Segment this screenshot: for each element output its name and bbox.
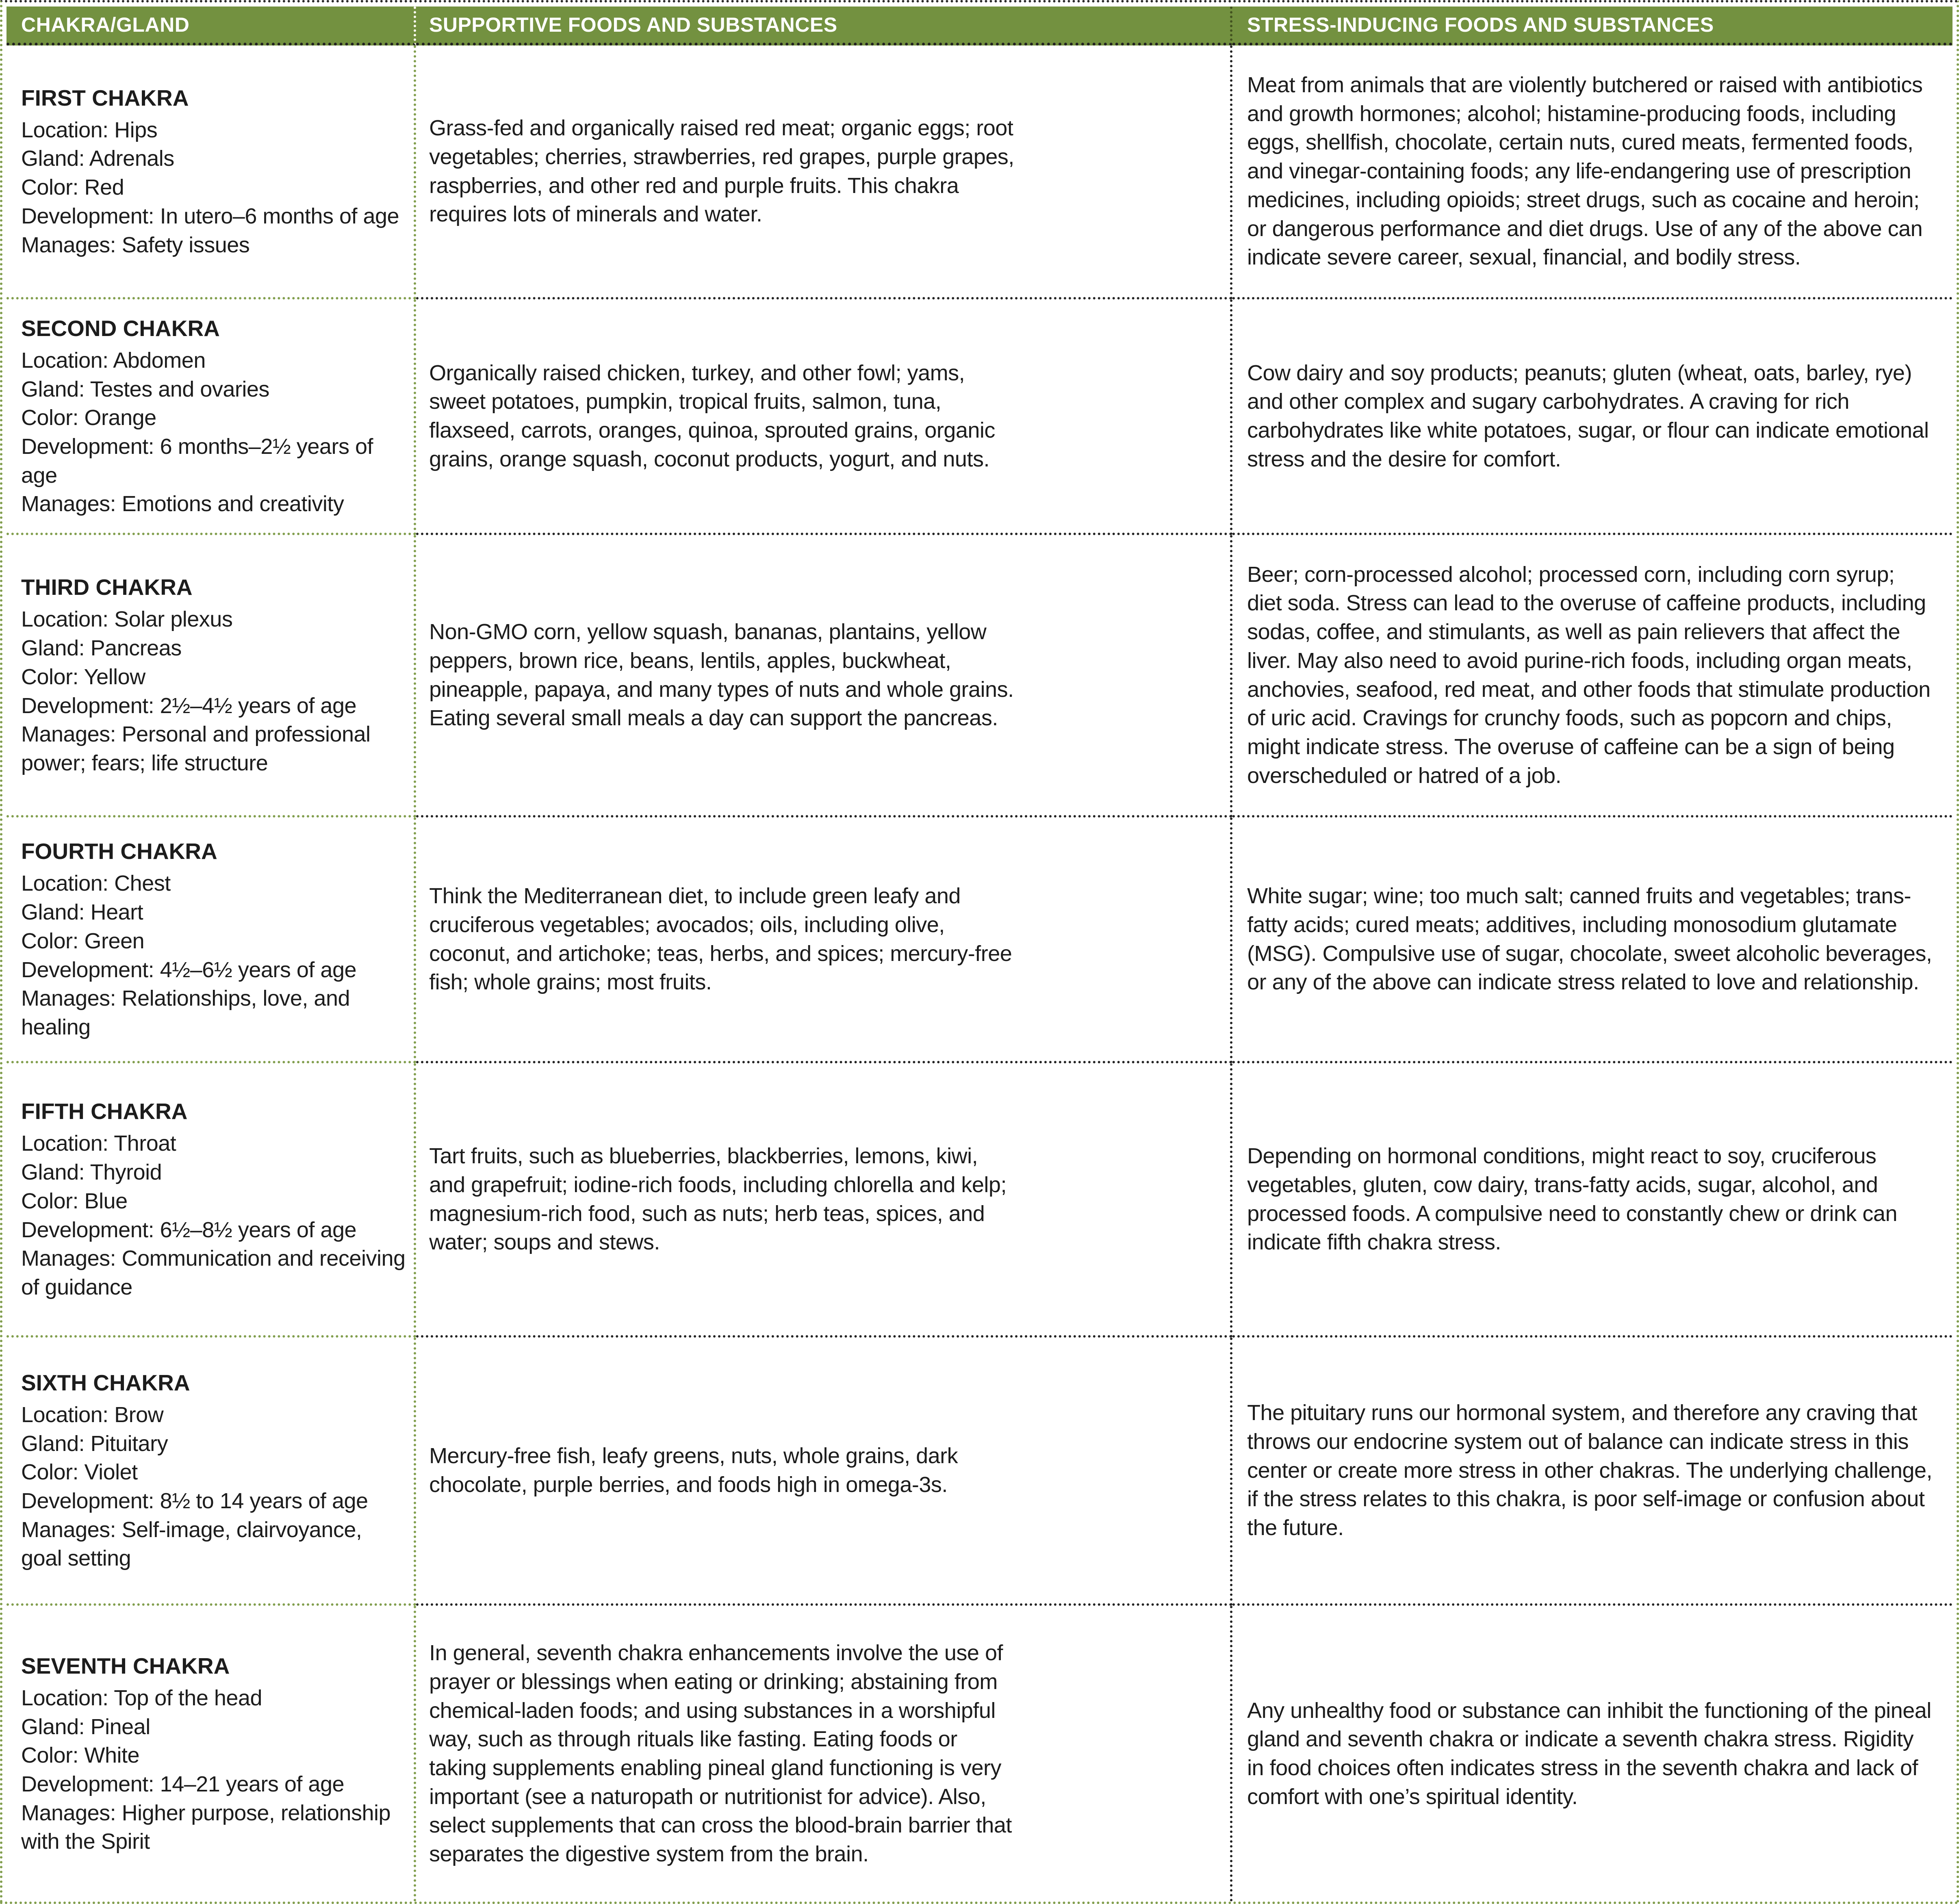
chakra-detail-location: Location: Solar plexus: [21, 607, 233, 632]
chakra-detail-manages: Manages: Safety issues: [21, 232, 250, 257]
chakra-detail-development: Development: 14–21 years of age: [21, 1772, 345, 1797]
chakra-cell-first: [7, 46, 416, 299]
supportive-cell-seventh: [416, 1606, 1232, 1902]
supportive-cell-sixth: [416, 1338, 1232, 1606]
chakra-cell-fourth: [7, 818, 416, 1063]
chakra-detail-development: Development: 8½ to 14 years of age: [21, 1489, 368, 1514]
stress-text: Cow dairy and soy products; peanuts; gluten (wheat, oats, barley, rye) and other complex and sugary carbohydrates. A craving for rich carbohydrates like white potatoes, sugar, or flour can indicate emotional stress and the desire for comfort.: [1247, 360, 1929, 471]
supportive-text: Organically raised chicken, turkey, and other fowl; yams, sweet potatoes, pumpkin, tropical fruits, salmon, tuna, flaxseed, carrots, oranges, quinoa, sprouted grains, organic grains, orange squash, coconut products, yogurt, and nuts.: [429, 360, 995, 471]
chakra-detail-color: Color: Red: [21, 175, 124, 200]
chakra-detail-color: Color: Blue: [21, 1188, 128, 1213]
stress-cell-second: [1232, 299, 1952, 535]
chakra-cell-third: [7, 535, 416, 818]
column-header-label: CHAKRA/GLAND: [21, 13, 190, 36]
chakra-detail-color: Color: Green: [21, 928, 145, 953]
chakra-detail-development: Development: 4½–6½ years of age: [21, 957, 357, 982]
chakra-detail-location: Location: Throat: [21, 1131, 176, 1156]
supportive-cell-third: [416, 535, 1232, 818]
column-header-label: STRESS-INDUCING FOODS AND SUBSTANCES: [1247, 13, 1714, 36]
supportive-text: In general, seventh chakra enhancements involve the use of prayer or blessings when eating or drinking; abstaining from chemical-laden foods; and using substances in a worshipful way, such as through rituals like fasting. Eating foods or taking supplements enabling pineal gland functioning is very important (see a naturopath or nutritionist for advice). Also, select supplements that can cross the blood-brain barrier that separates the digestive system from the brain.: [429, 1641, 1012, 1867]
stress-text: Meat from animals that are violently butchered or raised with antibiotics and growth hormones; alcohol; histamine-producing foods, including eggs, shellfish, chocolate, certain nuts, cured meats, fermented foods, and vinegar-containing foods; any life-endangering use of prescription medicines, including opioids; street drugs, such as cocaine and heroin; or dangerous performance and diet drugs. Use of any of the above can indicate severe career, sexual, financial, and bodily stress.: [1247, 72, 1923, 270]
chakra-title: SIXTH CHAKRA: [21, 1370, 190, 1395]
stress-text: Any unhealthy food or substance can inhibit the functioning of the pineal gland and seventh chakra or indicate a seventh chakra stress. Rigidity in food choices often indicates stress in the seventh chakra and lack of comfort with one’s spiritual identity.: [1247, 1698, 1931, 1809]
stress-cell-sixth: [1232, 1338, 1952, 1606]
column-header-chakra-gland: [7, 7, 416, 46]
stress-text: The pituitary runs our hormonal system, and therefore any craving that throws our endocrine system out of balance can indicate stress in this center or create more stress in other chakras. The underlying challenge, if the stress relates to this chakra, is poor self-image or confusion about the future.: [1247, 1401, 1932, 1540]
chakra-detail-gland: Gland: Pineal: [21, 1714, 150, 1739]
chakra-detail-development: Development: 2½–4½ years of age: [21, 693, 357, 718]
chakra-detail-location: Location: Hips: [21, 117, 158, 142]
stress-cell-fifth: [1232, 1063, 1952, 1338]
stress-cell-seventh: [1232, 1606, 1952, 1902]
chakra-detail-location: Location: Top of the head: [21, 1685, 262, 1710]
chakra-detail-gland: Gland: Testes and ovaries: [21, 377, 269, 401]
chakra-title: SEVENTH CHAKRA: [21, 1653, 230, 1678]
chakra-detail-color: Color: White: [21, 1743, 140, 1768]
chakra-detail-color: Color: Orange: [21, 406, 156, 430]
column-header-label: SUPPORTIVE FOODS AND SUBSTANCES: [429, 13, 837, 36]
chakra-detail-development: Development: In utero–6 months of age: [21, 204, 399, 228]
chakra-detail-manages: Manages: Higher purpose, relationship with the Spirit: [21, 1800, 391, 1854]
stress-text: White sugar; wine; too much salt; canned fruits and vegetables; trans-fatty acids; cured meats; additives, including monosodium glutamate (MSG). Compulsive use of sugar, chocolate, sweet alcoholic beverages, or any of the above can indicate stress related to love and relationship.: [1247, 884, 1932, 995]
supportive-text: Mercury-free fish, leafy greens, nuts, whole grains, dark chocolate, purple berries, and foods high in omega-3s.: [429, 1444, 958, 1497]
chakra-detail-location: Location: Chest: [21, 871, 171, 896]
chakra-detail-color: Color: Violet: [21, 1460, 138, 1485]
chakra-cell-second: [7, 299, 416, 535]
chakra-detail-manages: Manages: Relationships, love, and healing: [21, 986, 350, 1039]
chakra-cell-fifth: [7, 1063, 416, 1338]
chakra-detail-gland: Gland: Heart: [21, 900, 143, 925]
stress-cell-third: [1232, 535, 1952, 818]
supportive-text: Tart fruits, such as blueberries, blackberries, lemons, kiwi, and grapefruit; iodine-rich foods, including chlorella and kelp; magnesium-rich food, such as nuts; herb teas, spices, and water; soups and stews.: [429, 1144, 1007, 1255]
chakra-detail-location: Location: Brow: [21, 1402, 164, 1427]
supportive-cell-fifth: [416, 1063, 1232, 1338]
chakra-detail-manages: Manages: Self-image, clairvoyance, goal setting: [21, 1517, 362, 1571]
stress-text: Beer; corn-processed alcohol; processed corn, including corn syrup; diet soda. Stress can lead to the overuse of caffeine products, including sodas, coffee, and stimulants, as well as pain relievers that affect the liver. May also need to avoid purine-rich foods, including organ meats, anchovies, seafood, red meat, and other foods that stimulate production of uric acid. Cravings for crunchy foods, such as popcorn and chips, might indicate stress. The overuse of caffeine can be a sign of being overscheduled or hatred of a job.: [1247, 562, 1931, 788]
supportive-cell-first: [416, 46, 1232, 299]
supportive-text: Think the Mediterranean diet, to include green leafy and cruciferous vegetables; avocados; oils, including olive, coconut, and artichoke; teas, herbs, and spices; mercury-free fish; whole grains; most fruits.: [429, 884, 1012, 995]
chakra-detail-color: Color: Yellow: [21, 664, 145, 689]
supportive-text: Non-GMO corn, yellow squash, bananas, plantains, yellow peppers, brown rice, beans, lentils, apples, buckwheat, pineapple, papaya, and many types of nuts and whole grains. Eating several small meals a day can support the pancreas.: [429, 620, 1014, 731]
chakra-title: SECOND CHAKRA: [21, 315, 220, 341]
chakra-detail-manages: Manages: Emotions and creativity: [21, 492, 344, 516]
chakra-cell-sixth: [7, 1338, 416, 1606]
chakra-detail-gland: Gland: Pancreas: [21, 636, 182, 661]
chakra-detail-gland: Gland: Adrenals: [21, 146, 174, 171]
chakra-detail-development: Development: 6 months–2½ years of age: [21, 434, 373, 488]
chakra-detail-gland: Gland: Pituitary: [21, 1431, 168, 1456]
chakra-title: THIRD CHAKRA: [21, 575, 193, 600]
supportive-cell-fourth: [416, 818, 1232, 1063]
chakra-title: FOURTH CHAKRA: [21, 839, 217, 864]
chakra-detail-manages: Manages: Communication and receiving of guidance: [21, 1246, 406, 1299]
stress-text: Depending on hormonal conditions, might react to soy, cruciferous vegetables, gluten, cow dairy, trans-fatty acids, sugar, alcohol, and processed foods. A compulsive need to constantly chew or drink can indicate fifth chakra stress.: [1247, 1144, 1897, 1255]
chakra-detail-gland: Gland: Thyroid: [21, 1160, 162, 1185]
chakra-detail-manages: Manages: Personal and professional power; fears; life structure: [21, 722, 371, 775]
chakra-detail-location: Location: Abdomen: [21, 348, 206, 373]
supportive-text: Grass-fed and organically raised red meat; organic eggs; root vegetables; cherries, strawberries, red grapes, purple grapes, raspberries, and other red and purple fruits. This chakra requires lots of minerals and water.: [429, 116, 1014, 227]
chakra-title: FIFTH CHAKRA: [21, 1099, 188, 1124]
chakra-foods-table: [7, 7, 1952, 1902]
supportive-cell-second: [416, 299, 1232, 535]
chakra-detail-development: Development: 6½–8½ years of age: [21, 1217, 357, 1242]
chakra-title: FIRST CHAKRA: [21, 85, 189, 111]
column-header-stress-inducing-foods: [1232, 7, 1952, 46]
stress-cell-fourth: [1232, 818, 1952, 1063]
column-header-supportive-foods: [416, 7, 1232, 46]
chakra-cell-seventh: [7, 1606, 416, 1902]
stress-cell-first: [1232, 46, 1952, 299]
